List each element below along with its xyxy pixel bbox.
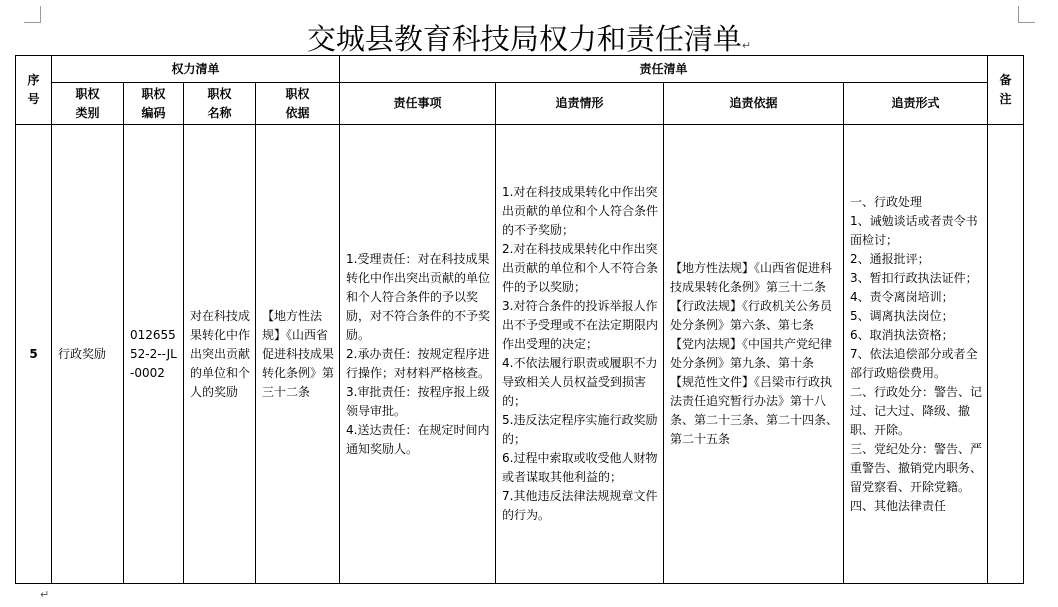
header-seq	[16, 56, 52, 125]
header-accountability-basis: 追责依据	[664, 83, 844, 125]
header-power-name-text: 职权名称	[207, 86, 232, 120]
list-item: 3.审批责任：按程序报上级领导审批。	[346, 384, 490, 418]
document-title-text: 交城县教育科技局权力和责任清单	[306, 22, 742, 56]
cell-power-name: 对在科技成果转化中作出突出贡献的单位和个人的奖励	[184, 125, 256, 584]
list-item: 7.其他违反法律法规规章文件的行为。	[502, 489, 658, 522]
cell-accountability-forms	[844, 125, 988, 584]
list-item: 【行政法规】《行政机关公务员处分条例》第六条、第七条	[670, 299, 833, 332]
cell-power-type: 行政奖励	[52, 125, 124, 584]
cell-accountability-basis	[664, 125, 844, 584]
header-remark	[988, 56, 1024, 125]
paragraph-mark-icon: ↵	[741, 39, 752, 52]
header-power-basis-text: 职权依据	[285, 86, 310, 120]
list-item: 6.过程中索取或收受他人财物或者谋取其他利益的；	[502, 451, 658, 484]
list-item: 二、行政处分：警告、记过、记大过、降级、撤职、开除。	[850, 384, 983, 437]
cell-accountability-cases	[496, 125, 664, 584]
list-item: 2.对在科技成果转化中作出突出贡献的单位和个人不符合条件的予以奖励；	[502, 242, 659, 294]
list-item: 3.对符合条件的投诉举报人作出不予受理或不在法定期限内作出受理的决定；	[502, 299, 659, 351]
header-seq-text: 序号	[27, 73, 40, 106]
header-power-basis	[256, 83, 340, 125]
list-item: 一、行政处理	[850, 194, 923, 209]
list-item: 【地方性法规】《山西省促进科技成果转化条例》第三十二条	[670, 261, 833, 294]
header-power-type-text: 职权类别	[75, 86, 100, 120]
list-item: 4、责令离岗培训；	[850, 289, 954, 304]
header-remark-text: 备注	[999, 73, 1012, 106]
list-item: 1.受理责任：对在科技成果转化中作出突出贡献的单位和个人符合条件的予以奖励，对不符合条件的不予奖励。	[346, 251, 491, 342]
list-item: 1、诫勉谈话或者责令书面检讨；	[850, 213, 978, 247]
list-item: 1.对在科技成果转化中作出突出贡献的单位和个人符合条件的不予奖励；	[502, 185, 659, 237]
header-power-name	[184, 83, 256, 125]
list-item: 6、取消执法资格；	[850, 327, 954, 342]
list-item: 2.承办责任：按规定程序进行操作；对材料严格核查。	[346, 346, 491, 380]
table-row	[16, 125, 1024, 584]
header-power-code-text: 职权编码	[141, 86, 166, 120]
list-item: 2、通报批评；	[850, 251, 930, 266]
list-item: 4.不依法履行职责或履职不力导致相关人员权益受到损害的；	[502, 356, 658, 408]
header-responsibility-list: 责任清单	[340, 56, 988, 83]
list-item: 5.违反法定程序实施行政奖励的；	[502, 413, 658, 446]
paragraph-mark-icon: ↵	[40, 588, 50, 601]
header-power-code	[124, 83, 184, 125]
list-item: 5、调离执法岗位；	[850, 308, 954, 323]
header-duty-items: 责任事项	[340, 83, 496, 125]
cell-duty-items	[340, 125, 496, 584]
list-item: 三、党纪处分：警告、严重警告、撤销党内职务、留党察看、开除党籍。	[850, 441, 983, 494]
cell-power-basis: 【地方性法规】《山西省促进科技成果转化条例》第三十二条	[256, 125, 340, 584]
list-item: 四、其他法律责任	[850, 498, 947, 513]
list-item: 4.送达责任：在规定时间内通知奖励人。	[346, 422, 490, 456]
list-item: 【党内法规】《中国共产党纪律处分条例》第九条、第十条	[670, 337, 833, 370]
list-item: 【规范性文件】《吕梁市行政执法责任追究暂行办法》第十八条、第二十三条、第二十四条、第二十五条	[670, 375, 839, 446]
header-accountability-forms: 追责形式	[844, 83, 988, 125]
list-item: 7、依法追偿部分或者全部行政赔偿费用。	[850, 346, 978, 380]
power-responsibility-table	[15, 55, 1024, 584]
cell-remark	[988, 125, 1024, 584]
header-power-list: 权力清单	[52, 56, 340, 83]
header-accountability-cases: 追责情形	[496, 83, 664, 125]
header-power-type	[52, 83, 124, 125]
cell-power-code: 01265552-2--JL-0002	[124, 125, 184, 584]
list-item: 3、暂扣行政执法证件；	[850, 270, 978, 285]
cell-seq: 5	[16, 125, 52, 584]
